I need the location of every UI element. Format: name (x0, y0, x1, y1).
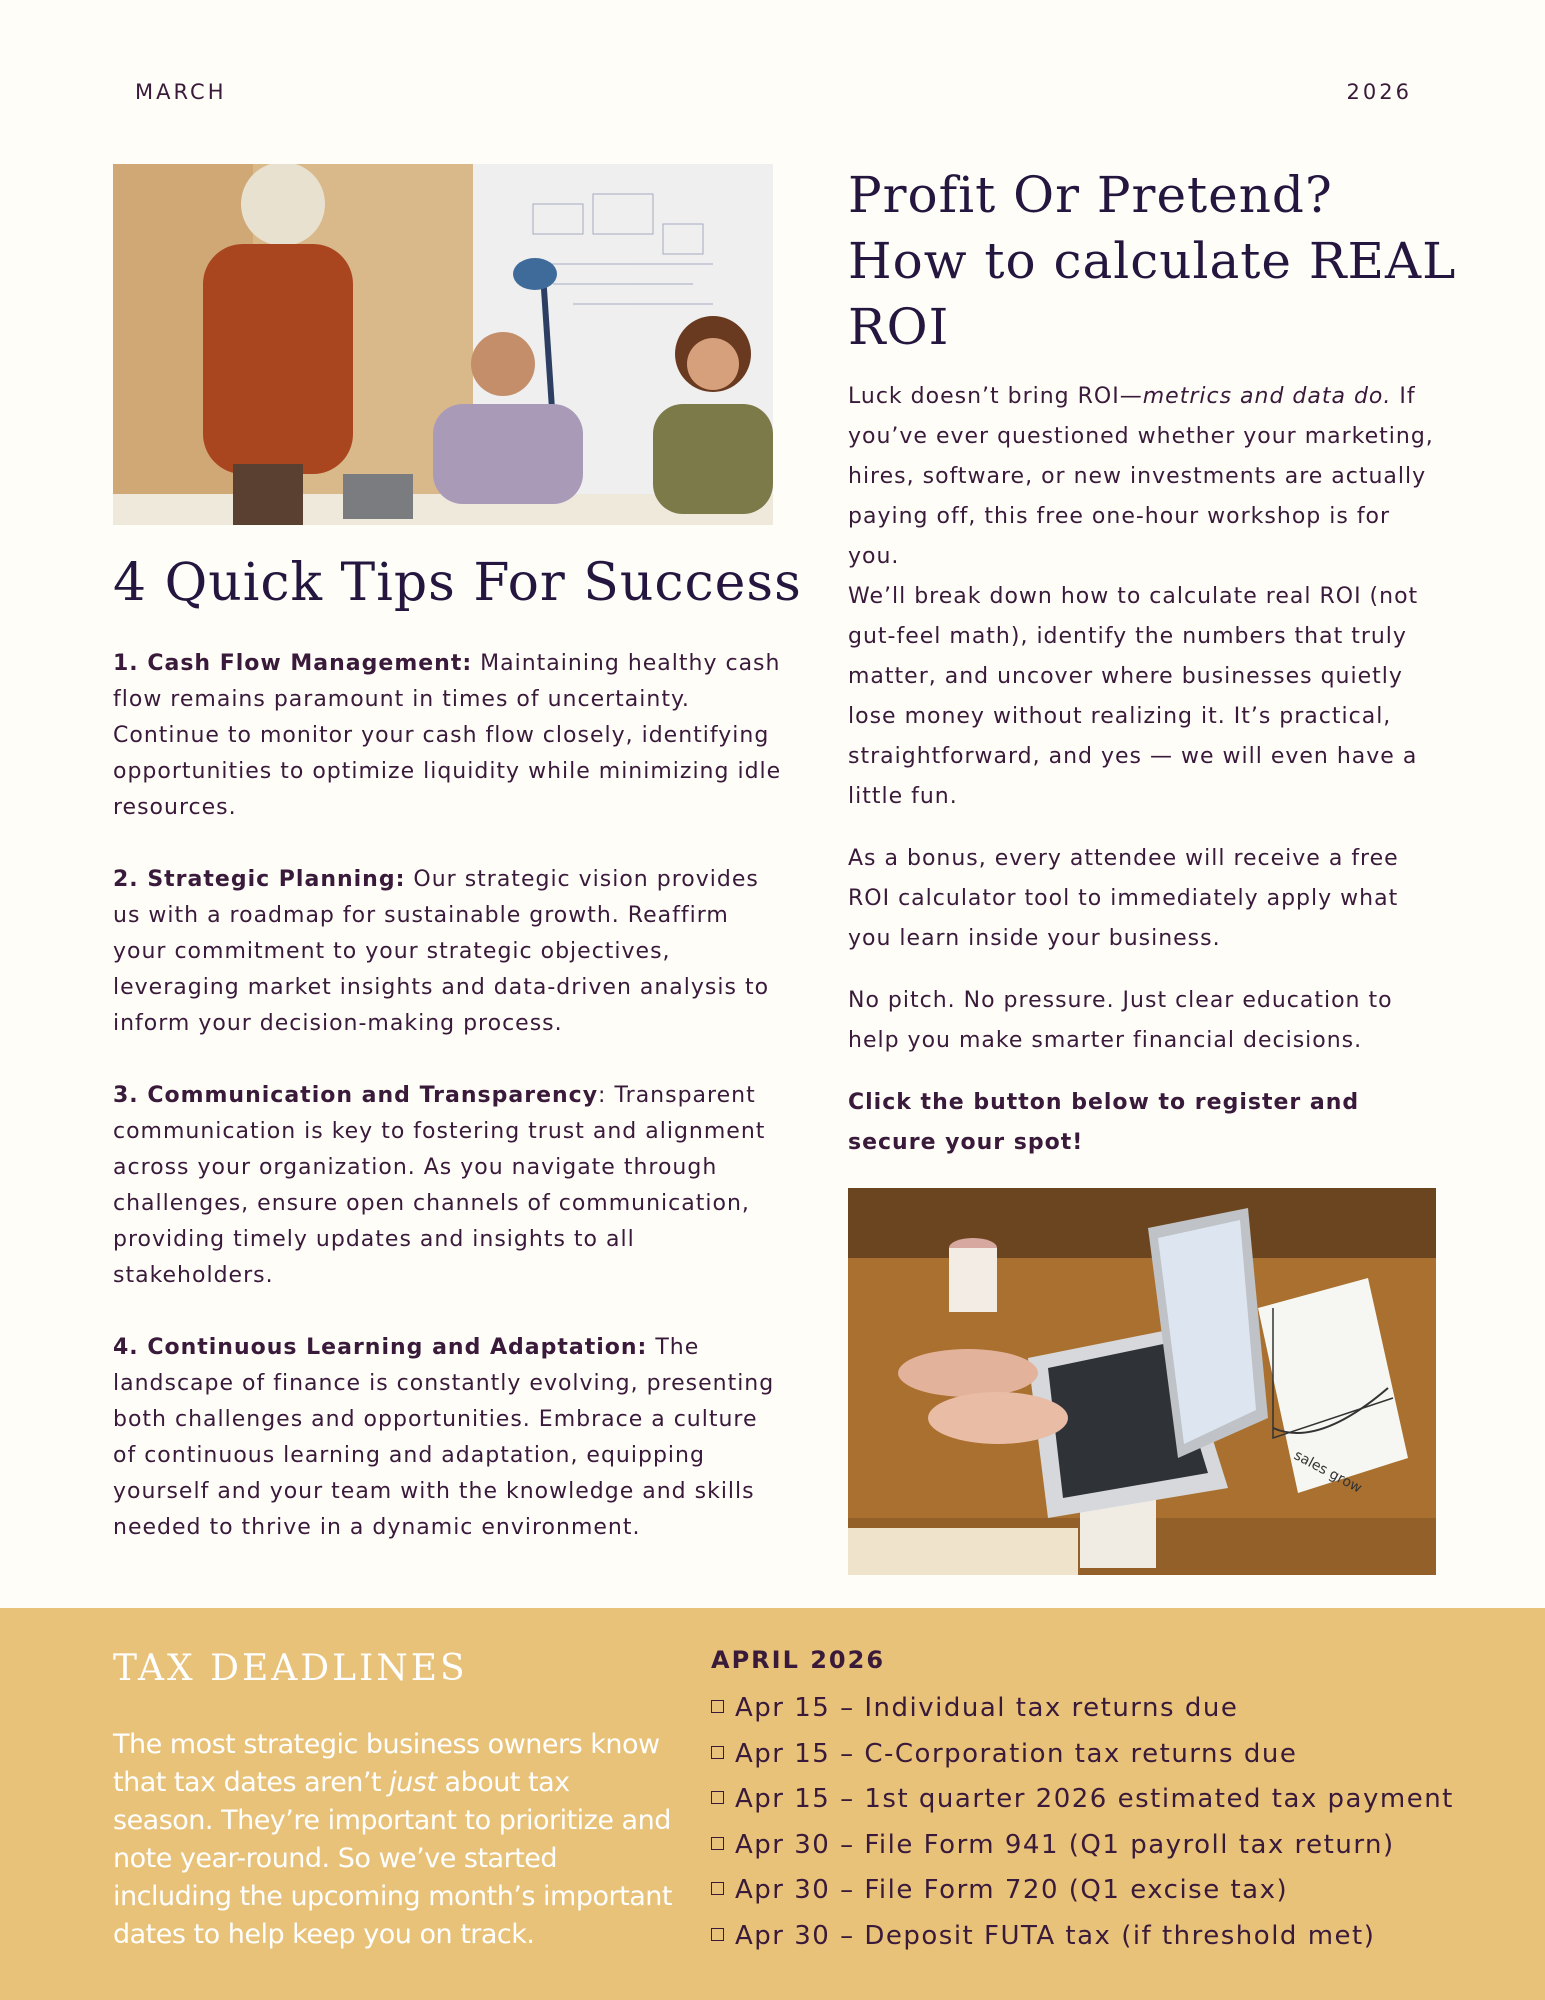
tip-text: Our strategic vision provides us with a roadmap for sustainable growth. Reaffirm your commitment to your strategic objectives, leveraging market insights and data-driven analysis to inform your decision-making process. (113, 867, 770, 1036)
tax-deadlines-title: TAX DEADLINES (113, 1648, 468, 1689)
article-body (848, 377, 1448, 1185)
deadline-item (711, 1823, 1531, 1869)
checkbox-icon (711, 1882, 724, 1895)
laptop-sales-photo (848, 1188, 1436, 1575)
deadline-text: Apr 15 – C-Corporation tax returns due (735, 1738, 1298, 1769)
tax-desc-rest: about tax season. They’re important to prioritize and note year-round. So we’ve started including the upcoming month’s important dates to help keep you on track. (113, 1767, 672, 1950)
article-paragraph-1 (848, 377, 1448, 577)
article-paragraph-3: As a bonus, every attendee will receive a free ROI calculator tool to immediately apply what you learn inside your business. (848, 846, 1399, 951)
p1-start: Luck doesn’t bring ROI— (848, 384, 1143, 409)
deadline-text: Apr 30 – Deposit FUTA tax (if threshold met) (735, 1920, 1376, 1951)
tax-deadlines-description (113, 1726, 673, 1954)
tip-label: 3. Communication and Transparency (113, 1083, 599, 1108)
tip-text: The landscape of finance is constantly evolving, presenting both challenges and opportunities. Embrace a culture of continuous learning and adaptation, equipping yourself and your team with the knowledge and skills needed to thrive in a dynamic environment. (113, 1335, 775, 1540)
checkbox-icon (711, 1700, 724, 1713)
deadline-checklist (711, 1686, 1531, 1959)
deadline-item (711, 1732, 1531, 1778)
article-paragraph-2: We’ll break down how to calculate real ROI (not gut-feel math), identify the numbers that truly matter, and uncover where businesses quietly lose money without realizing it. It’s practical, straightforward, and yes — we will even have a little fun. (848, 584, 1419, 809)
header-month: MARCH (135, 80, 227, 104)
deadline-month-heading: APRIL 2026 (711, 1646, 886, 1674)
tip-item (113, 646, 783, 826)
team-meeting-photo (113, 164, 773, 525)
checkbox-icon (711, 1837, 724, 1850)
deadline-item (711, 1686, 1531, 1732)
deadline-item (711, 1868, 1531, 1914)
deadline-text: Apr 15 – 1st quarter 2026 estimated tax payment (735, 1784, 1454, 1814)
checkbox-icon (711, 1746, 724, 1759)
tip-label: 4. Continuous Learning and Adaptation: (113, 1335, 648, 1360)
tax-desc-emphasis: just (389, 1767, 437, 1798)
chart-note-text: sales grow (1291, 1447, 1365, 1497)
tax-desc-start: The most strategic business owners know that tax dates aren’t (113, 1729, 660, 1798)
tip-item (113, 862, 783, 1042)
p1-rest: If you’ve ever questioned whether your marketing, hires, software, or new investments are actually paying off, this free one-hour workshop is for you. (848, 384, 1434, 569)
deadline-item (711, 1914, 1531, 1960)
header-year: 2026 (1346, 80, 1412, 104)
tip-item (113, 1078, 783, 1294)
p1-emphasis: metrics and data do. (1142, 384, 1392, 409)
article-paragraph-4: No pitch. No pressure. Just clear education to help you make smarter financial decisions. (848, 988, 1393, 1053)
deadline-text: Apr 30 – File Form 941 (Q1 payroll tax return) (735, 1829, 1395, 1860)
tip-item (113, 1330, 783, 1546)
tips-list (113, 646, 783, 1582)
tips-title: 4 Quick Tips For Success (113, 553, 802, 613)
checkbox-icon (711, 1791, 724, 1804)
tip-text: : Transparent communication is key to fostering trust and alignment across your organization. As you navigate through challenges, ensure open channels of communication, providing timely updates and insights to all stakeholders. (113, 1083, 766, 1288)
deadline-item (711, 1777, 1531, 1823)
article-title: Profit Or Pretend? How to calculate REAL ROI (848, 166, 1457, 356)
deadline-text: Apr 30 – File Form 720 (Q1 excise tax) (735, 1875, 1289, 1905)
tip-text: Maintaining healthy cash flow remains paramount in times of uncertainty. Continue to monitor your cash flow closely, identifying opportunities to optimize liquidity while minimizing idle resources. (113, 651, 782, 820)
register-cta-text: Click the button below to register and secure your spot! (848, 1090, 1360, 1155)
checkbox-icon (711, 1928, 724, 1941)
deadline-text: Apr 15 – Individual tax returns due (735, 1693, 1239, 1723)
tip-label: 1. Cash Flow Management: (113, 651, 473, 676)
tip-label: 2. Strategic Planning: (113, 867, 406, 892)
